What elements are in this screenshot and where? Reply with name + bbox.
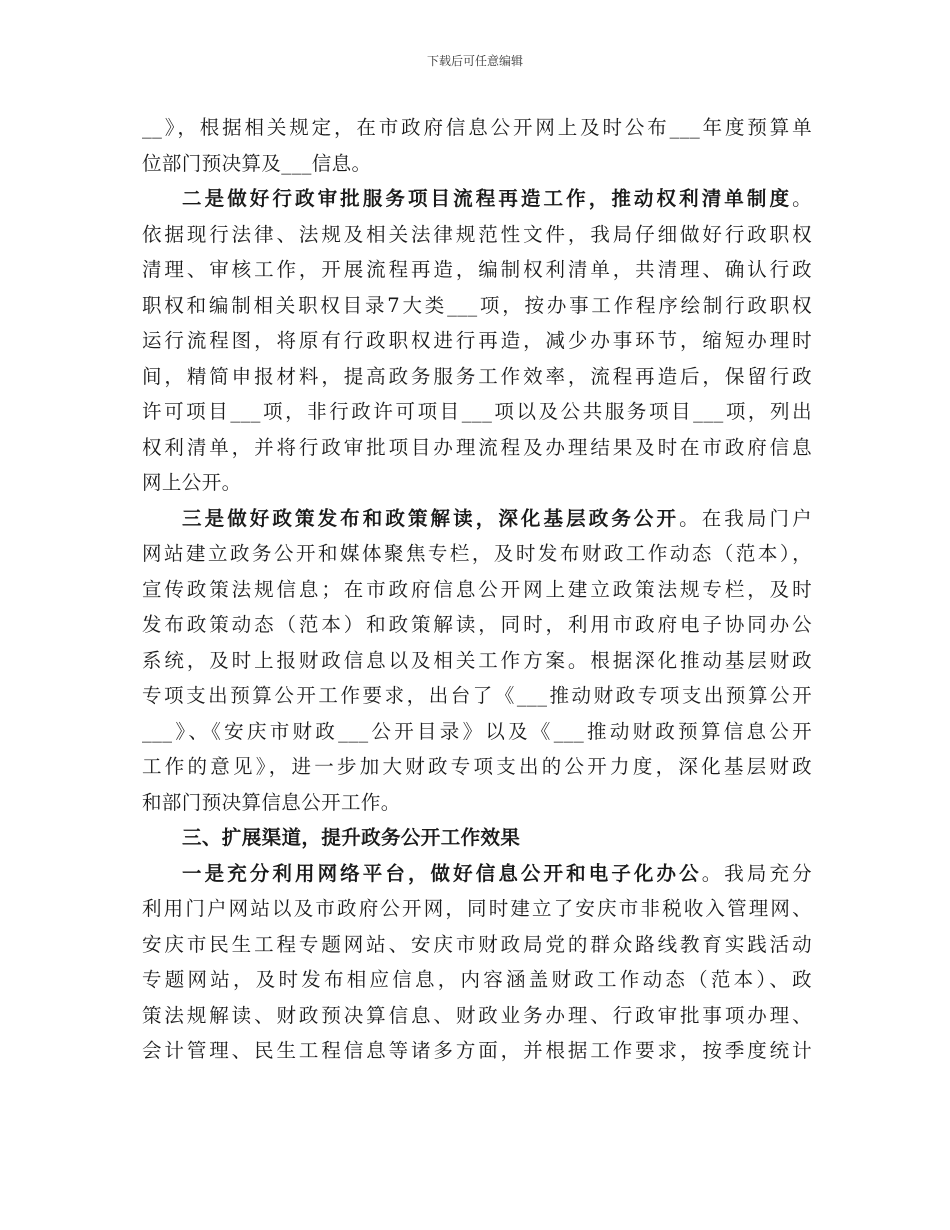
page-header: 下载后可任意编辑 [426,54,523,68]
text-line [142,394,812,430]
text-run: __》，根据相关规定，在市政府信息公开网上及时公布___年度预算单 [142,116,812,139]
text-line [142,962,812,998]
text-run: 依据现行法律、法规及相关法律规范性文件，我局仔细做好行政职权 [142,222,812,246]
text-run: 清理、审核工作，开展流程再造，编制权利清单，共清理、确认行政 [142,258,812,281]
text-run: 。 [792,187,812,210]
text-run: 网站建立政务公开和媒体聚焦专栏，及时发布财政工作动态（范本）， [142,542,812,565]
text-run: 宣传政策法规信息；在市政府信息公开网上建立政策法规专栏，及时 [142,577,812,601]
text-run: 专题网站，及时发布相应信息，内容涵盖财政工作动态（范本）、政 [142,968,812,991]
text-run: 系统，及时上报财政信息以及相关工作方案。根据深化推动基层财政 [142,648,812,672]
text-run: 间，精简申报材料，提高政务服务工作效率，流程再造后，保留行政 [142,364,812,388]
text-line [142,359,812,395]
text-line [142,607,812,643]
text-line [142,465,812,501]
document-body [142,110,812,1069]
text-run: 专项支出预算公开工作要求，出台了《___推动财政专项支出预算公开 [142,684,812,707]
text-line [142,927,812,963]
text-line [142,891,812,927]
bold-text-run: 一是充分利用网络平台，做好信息公开和电子化办公 [182,861,702,885]
text-line [142,785,812,821]
text-line [142,643,812,679]
text-line [142,998,812,1034]
text-run: 利用门户网站以及市政府公开网，同时建立了安庆市非税收入管理网、 [142,897,812,920]
bold-text-run: 二是做好行政审批服务项目流程再造工作，推动权利清单制度 [182,187,793,210]
text-line [142,820,812,856]
text-run: 。在我局门户 [679,506,812,530]
text-run: 权利清单，并将行政审批项目办理流程及办理结果及时在市政府信息 [142,435,812,459]
text-run: 网上公开。 [142,471,242,494]
text-line [142,323,812,359]
bold-text-run: 三、扩展渠道，提升政务公开工作效果 [182,826,521,849]
text-run: ___》、《安庆市财政___公开目录》以及《___推动财政预算信息公开 [142,719,812,743]
text-line [142,572,812,608]
text-line [142,252,812,288]
text-line [142,146,812,182]
text-line [142,1033,812,1069]
text-run: 职权和编制相关职权目录7大类___项，按办事工作程序绘制行政职权 [142,293,812,317]
text-run: 运行流程图，将原有行政职权进行再造，减少办事环节，缩短办理时 [142,329,812,352]
text-line [142,856,812,892]
text-run: 会计管理、民生工程信息等诸多方面，并根据工作要求，按季度统计 [142,1039,812,1062]
text-line [142,217,812,253]
text-line [142,288,812,324]
text-run: 许可项目___项，非行政许可项目___项以及公共服务项目___项，列出 [142,400,812,423]
text-run: 位部门预决算及___信息。 [142,151,372,175]
text-line [142,678,812,714]
text-run: 。我局充分 [701,861,812,885]
text-run: 工作的意见》，进一步加大财政专项支出的公开力度，深化基层财政 [142,755,812,778]
text-line [142,501,812,537]
text-line [142,714,812,750]
text-run: 发布政策动态（范本）和政策解读，同时，利用市政府电子协同办公 [142,613,812,636]
text-line [142,110,812,146]
text-run: 安庆市民生工程专题网站、安庆市财政局党的群众路线教育实践活动 [142,932,812,956]
text-run: 策法规解读、财政预决算信息、财政业务办理、行政审批事项办理、 [142,1003,812,1027]
text-run: 和部门预决算信息公开工作。 [142,790,401,814]
text-line [142,749,812,785]
text-line [142,536,812,572]
text-line [142,181,812,217]
text-line [142,430,812,466]
bold-text-run: 三是做好政策发布和政策解读，深化基层政务公开 [182,506,680,530]
